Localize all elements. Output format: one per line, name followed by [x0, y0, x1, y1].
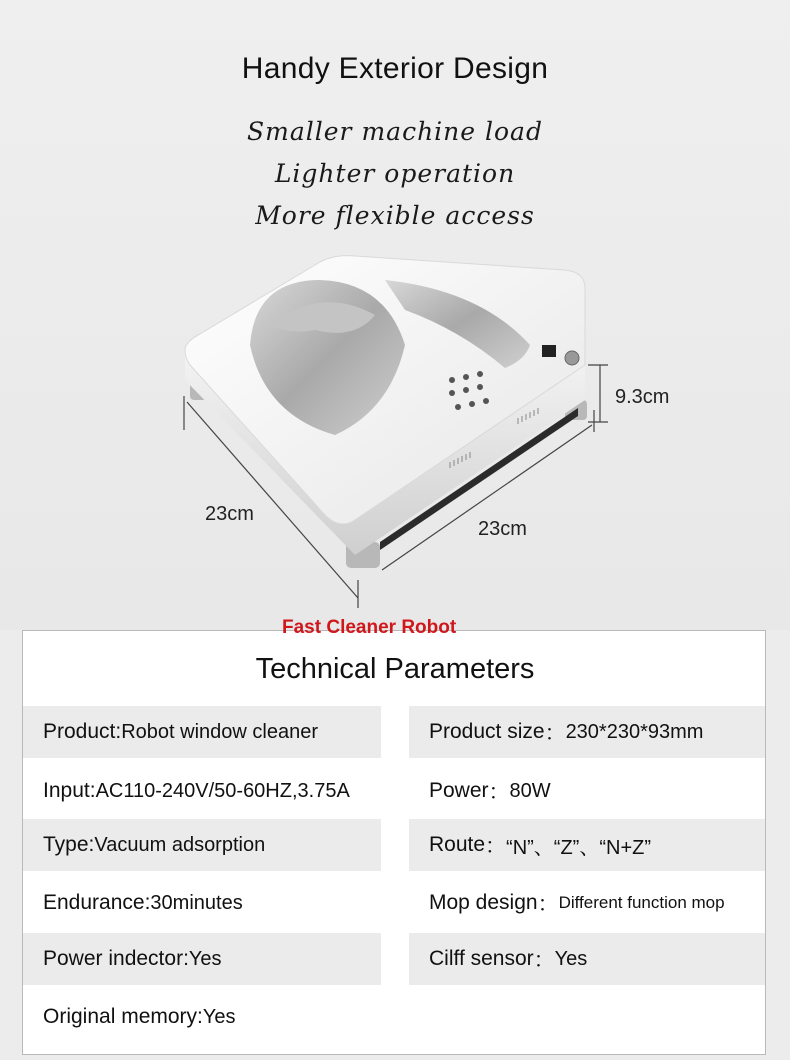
panel-title: Technical Parameters — [255, 653, 535, 685]
param-type: Type : Vacuum adsorption — [23, 819, 381, 871]
param-original-memory: Original memory : Yes — [43, 1005, 236, 1028]
robot-window-cleaner-image — [170, 250, 640, 620]
brand-label: Fast Cleaner Robot — [282, 617, 457, 638]
height-dimension-label: 9.3cm — [615, 386, 670, 408]
length-left-dimension-label: 23cm — [205, 503, 254, 525]
param-cliff-sensor: Cilff sensor ： Yes — [409, 933, 765, 985]
param-product: Product : Robot window cleaner — [23, 706, 381, 758]
param-input: Input : AC110-240V/50-60HZ,3.75A — [43, 779, 350, 802]
length-right-dimension-label: 23cm — [478, 518, 527, 540]
param-route: Route ： “N”、“Z”、“N+Z” — [409, 819, 765, 871]
headline: Handy Exterior Design — [241, 52, 549, 85]
param-product-size: Product size ： 230*230*93mm — [409, 706, 765, 758]
tagline-2: Lighter operation — [274, 159, 516, 188]
param-power: Power ： 80W — [429, 779, 551, 804]
tagline-1: Smaller machine load — [247, 117, 543, 146]
param-mop-design: Mop design ： Different function mop — [429, 891, 725, 916]
param-power-indicator: Power indector : Yes — [23, 933, 381, 985]
technical-parameters-panel — [22, 630, 766, 1055]
param-endurance: Endurance : 30minutes — [43, 891, 243, 914]
tagline-3: More flexible access — [255, 201, 535, 230]
